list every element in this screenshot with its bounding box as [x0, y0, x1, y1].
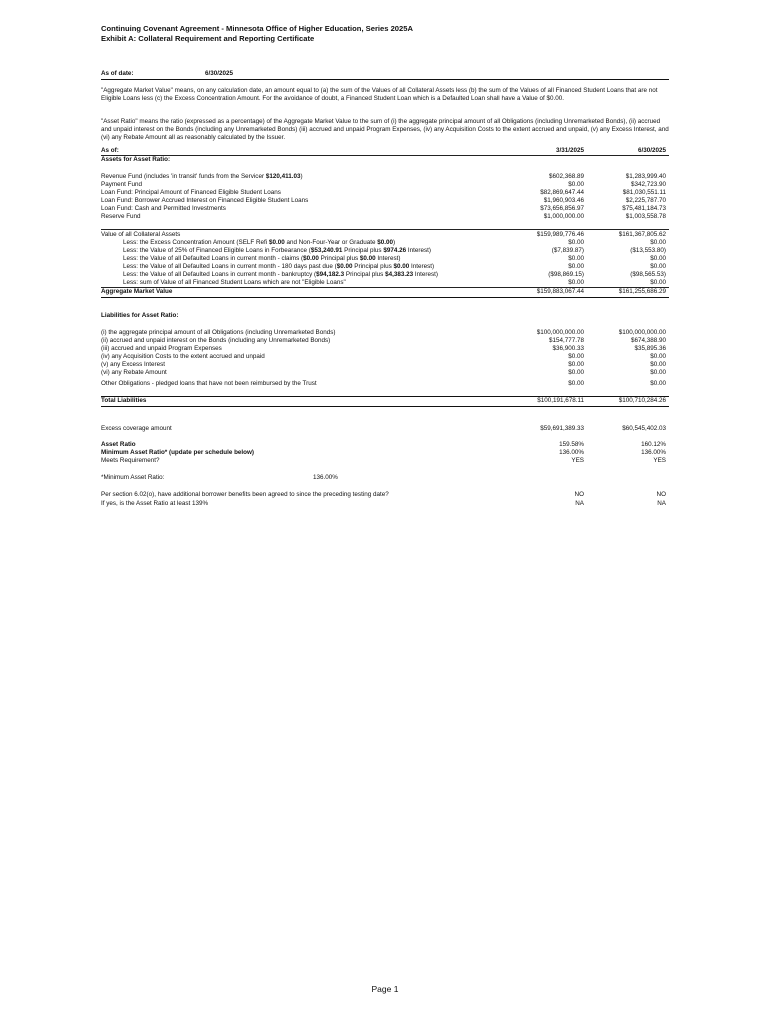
liability-row-label: (ii) accrued and unpaid interest on the Bonds (including any Unremarketed Bonds): [101, 337, 331, 344]
asset-value-col2: $1,283,999.40: [625, 173, 666, 180]
aggregate-market-value-label: Aggregate Market Value: [101, 288, 173, 295]
total-liabilities-col2: $100,710,284.26: [618, 397, 666, 404]
liability-row-label: (i) the aggregate principal amount of all Obligations (including Unremarketed Bonds): [101, 329, 336, 336]
liability-col2: $0.00: [650, 353, 666, 360]
as-of-date-label: As of date:: [101, 70, 134, 77]
divider: [101, 155, 669, 156]
asset-ratio-col2: 160.12%: [641, 441, 666, 448]
meets-requirement-label: Meets Requirement?: [101, 457, 160, 464]
column-header-2: 6/30/2025: [637, 147, 666, 154]
asset-value-col1: $602,368.89: [548, 173, 584, 180]
footnote-label: *Minimum Asset Ratio:: [101, 474, 165, 481]
deduction-row-label: Less: the Value of all Defaulted Loans in current month - 180 days past due ($0.00 Principal plus $0.00 Interest): [123, 263, 435, 270]
liability-row-label: (vi) any Rebate Amount: [101, 369, 167, 376]
liabilities-heading: Liabilities for Asset Ratio:: [101, 312, 179, 319]
liability-col1: $0.00: [568, 361, 584, 368]
deduction-row-label: Less: the Value of all Defaulted Loans in current month - bankruptcy ($94,182.3 Principal plus $4,383.23 Interest): [123, 271, 438, 278]
asset-ratio-label: Asset Ratio: [101, 441, 136, 448]
assets-heading: Assets for Asset Ratio:: [101, 156, 171, 163]
if-yes-question: If yes, is the Asset Ratio at least 139%: [101, 500, 209, 507]
section-602-question: Per section 6.02(o), have additional borrower benefits been agreed to since the preceding testing date?: [101, 491, 389, 498]
asset-value-col2: $81,030,551.11: [622, 189, 666, 196]
deduction-col2: $0.00: [650, 263, 666, 270]
document-title: Continuing Covenant Agreement - Minnesota Office of Higher Education, Series 2025A: [101, 24, 413, 33]
footnote-value: 136.00%: [313, 474, 338, 481]
asset-value-col1: $1,960,903.46: [543, 197, 584, 204]
section-602-col2: NO: [656, 491, 666, 498]
asset-row-label: Revenue Fund (includes 'in transit' funds from the Servicer $120,411.03): [101, 173, 303, 180]
section-602-col1: NO: [574, 491, 584, 498]
deduction-col2: $0.00: [650, 239, 666, 246]
column-header-1: 3/31/2025: [555, 147, 584, 154]
collateral-total-label: Value of all Collateral Assets: [101, 231, 181, 238]
liability-col2: $0.00: [650, 380, 666, 387]
liability-col2: $674,388.90: [630, 337, 666, 344]
definition-aggregate-market-value: "Aggregate Market Value" means, on any calculation date, an amount equal to (a) the sum of the Values of all Collateral Assets less (b) the sum of the Values of all Financed Student Loans that are not Eligible Loans less (c) the Excess Concentration Amount. For the avoidance of doubt, a Financed Student Loan which is a Defaulted Loan shall have a Value of $0.00.: [101, 87, 658, 102]
liability-col1: $0.00: [568, 380, 584, 387]
asset-value-col1: $0.00: [568, 181, 584, 188]
meets-requirement-col1: YES: [571, 457, 584, 464]
collateral-total-col2: $161,367,805.62: [618, 231, 666, 238]
deduction-col2: ($13,553.80): [630, 247, 666, 254]
document-subtitle: Exhibit A: Collateral Requirement and Reporting Certificate: [101, 34, 315, 43]
minimum-asset-ratio-label: Minimum Asset Ratio* (update per schedule below): [101, 449, 255, 456]
asset-row-label: Loan Fund: Cash and Permitted Investments: [101, 205, 226, 212]
liability-col1: $0.00: [568, 369, 584, 376]
asset-value-col2: $75,481,184.73: [622, 205, 666, 212]
total-liabilities-label: Total Liabilities: [101, 397, 147, 404]
liability-row-label: (iii) accrued and unpaid Program Expenses: [101, 345, 222, 352]
deduction-row-label: Less: the Excess Concentration Amount (SELF Refi $0.00 and Non-Four-Year or Graduate $0.00): [123, 239, 396, 246]
if-yes-col1: NA: [575, 500, 584, 507]
aggregate-market-value-col2: $161,255,686.29: [618, 288, 666, 295]
liability-col1: $100,000,000.00: [536, 329, 584, 336]
liability-row-label: Other Obligations - pledged loans that have not been reimbursed by the Trust: [101, 380, 317, 387]
deduction-col1: ($98,869.15): [548, 271, 584, 278]
page-number: Page 1: [371, 984, 399, 994]
asset-value-col2: $2,225,787.70: [625, 197, 666, 204]
as-of-date-value: 6/30/2025: [205, 70, 234, 77]
divider: [101, 406, 669, 407]
definition-asset-ratio: "Asset Ratio" means the ratio (expressed as a percentage) of the Aggregate Market Value to the sum of (i) the aggregate principal amount of all Obligations (including Unremarketed Bonds), (ii) accrued and unpaid interest on the Bonds (including any Unremarketed Bonds) (iii) accrued and unpaid Program Expenses, (iv) any Acquisition Costs to the extent accrued and unpaid, (v) any Excess Interest, and (vi) any Rebate Amount all as reasonably calculated by the Issuer.: [101, 118, 669, 141]
deduction-col1: $0.00: [568, 255, 584, 262]
total-liabilities-col1: $100,191,678.11: [537, 397, 584, 404]
asset-value-col2: $1,003,558.78: [625, 213, 666, 220]
deduction-col2: $0.00: [650, 255, 666, 262]
deduction-col2: $0.00: [650, 279, 666, 286]
deduction-row-label: Less: the Value of all Defaulted Loans in current month - claims ($0.00 Principal plus $0.00 Interest): [123, 255, 401, 262]
asset-row-label: Payment Fund: [101, 181, 142, 188]
liability-col2: $35,895.36: [634, 345, 666, 352]
liability-row-label: (iv) any Acquisition Costs to the extent accrued and unpaid: [101, 353, 265, 360]
deduction-row-label: Less: sum of Value of all Financed Student Loans which are not "Eligible Loans": [123, 279, 346, 286]
aggregate-market-value-col1: $159,883,067.44: [536, 288, 584, 295]
deduction-col1: $0.00: [568, 263, 584, 270]
asset-row-label: Loan Fund: Borrower Accrued Interest on Financed Eligible Student Loans: [101, 197, 309, 204]
asset-row-label: Reserve Fund: [101, 213, 141, 220]
excess-coverage-col1: $59,691,389.33: [540, 425, 584, 432]
as-of-label: As of:: [101, 147, 119, 154]
asset-value-col1: $73,656,856.97: [540, 205, 584, 212]
collateral-total-col1: $159,989,776.46: [536, 231, 584, 238]
asset-ratio-col1: 159.58%: [559, 441, 584, 448]
asset-value-col1: $1,000,000.00: [543, 213, 584, 220]
liability-col1: $0.00: [568, 353, 584, 360]
deduction-col1: $0.00: [568, 239, 584, 246]
asset-value-col1: $82,869,647.44: [540, 189, 584, 196]
excess-coverage-col2: $60,545,402.03: [622, 425, 666, 432]
divider: [101, 297, 669, 298]
excess-coverage-label: Excess coverage amount: [101, 425, 172, 432]
deduction-col2: ($98,565.53): [630, 271, 666, 278]
divider: [101, 229, 669, 230]
liability-row-label: (v) any Excess Interest: [101, 361, 166, 368]
asset-value-col2: $342,723.90: [630, 181, 666, 188]
minimum-asset-ratio-col2: 136.00%: [641, 449, 666, 456]
liability-col2: $100,000,000.00: [618, 329, 666, 336]
liability-col2: $0.00: [650, 361, 666, 368]
deduction-row-label: Less: the Value of 25% of Financed Eligible Loans in Forbearance ($53,240.91 Principal plus $974.26 Interest): [123, 247, 431, 254]
deduction-col1: $0.00: [568, 279, 584, 286]
if-yes-col2: NA: [657, 500, 666, 507]
deduction-col1: ($7,839.87): [551, 247, 584, 254]
liability-col1: $36,900.33: [552, 345, 584, 352]
divider: [101, 79, 669, 80]
liability-col2: $0.00: [650, 369, 666, 376]
liability-col1: $154,777.78: [548, 337, 584, 344]
meets-requirement-col2: YES: [653, 457, 666, 464]
minimum-asset-ratio-col1: 136.00%: [559, 449, 584, 456]
asset-row-label: Loan Fund: Principal Amount of Financed Eligible Student Loans: [101, 189, 281, 196]
